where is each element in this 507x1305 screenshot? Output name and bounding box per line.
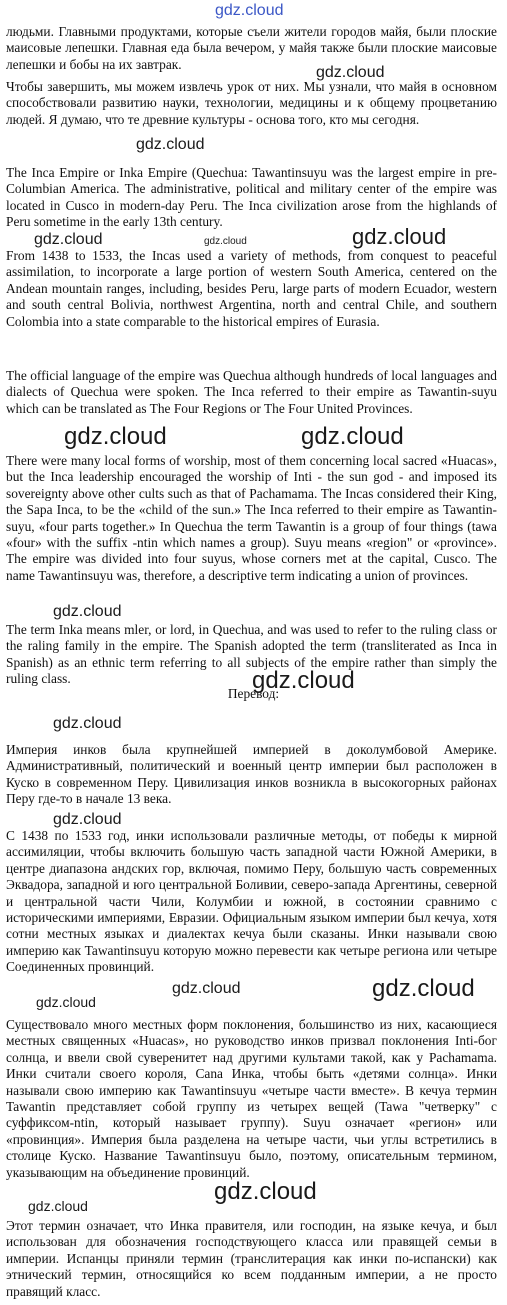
watermark: gdz.cloud — [136, 136, 205, 153]
watermark: gdz.cloud — [204, 236, 247, 247]
watermark: gdz.cloud — [252, 667, 355, 694]
watermark: gdz.cloud — [53, 715, 122, 732]
watermark: gdz.cloud — [372, 975, 475, 1002]
paragraph-translation-expansion: С 1438 по 1533 год, инки использовали различные методы, от победы к мирной ассимиляции, чтобы включить большую часть западной части Южной Америки, в центре диапазона андских гор, включая, помимо Перу, большую часть современных Эквадора, западной и юго центральной Боливии, северо-запада Аргентины, северной и центральной части Чили, Колумбии и южной, в состоянии сравнимо с историческими империями, Евразии. Официальным языком империи был кечуа, хотя сотни местных языках и диалектах кечуа были сказаны. Инки называли свою империю как Tawantinsuyu которую можно перевести как четыре региона или четыре Соединенных провинций. — [6, 828, 497, 975]
paragraph-inca-language: The official language of the empire was Quechua although hundreds of local languages and dialects of Quechua were spoken. The Inca referred to their empire as Tawantin-suyu which can be translated as The Four Regions or The Four United Provinces. — [6, 368, 497, 416]
watermark: gdz.cloud — [53, 811, 122, 828]
watermark: gdz.cloud — [53, 603, 122, 620]
watermark: gdz.cloud — [28, 1198, 88, 1214]
watermark: gdz.cloud — [214, 1178, 317, 1205]
translation-heading: Перевод: — [227, 686, 280, 701]
watermark: gdz.cloud — [316, 64, 385, 81]
watermark: gdz.cloud — [64, 423, 167, 450]
paragraph-inca-empire: The Inca Empire or Inka Empire (Quechua: Tawantinsuyu was the largest empire in pre-Columbian America. The administrative, political and military center of the empire was located in Cusco in modern-day Peru. The Inca civilization arose from the highlands of Peru sometime in the early 13th century. — [6, 165, 497, 230]
watermark-top: gdz.cloud — [215, 2, 284, 19]
paragraph-maya-food: людьми. Главными продуктами, которые съели жители городов майя, были плоские маисовые лепешки. Главная еда была вечером, у майя также были плоские маисовые лепешки и бобы на их завтрак. — [6, 24, 497, 72]
paragraph-translation-empire: Империя инков была крупнейшей империей в доколумбовой Америке. Административный, политический и военный центр империи был расположен в Куско в современном Перу. Цивилизация инков возникла в высокогорных районах Перу где-то в начале 13 века. — [6, 742, 497, 807]
watermark: gdz.cloud — [34, 231, 103, 248]
paragraph-inca-expansion: From 1438 to 1533, the Incas used a variety of methods, from conquest to peaceful assimilation, to incorporate a large portion of western South America, centered on the Andean mountain ranges, including, besides Peru, large parts of modern Ecuador, western and south central Bolivia, northwest Argentina, north and central Chile, and southern Colombia into a state comparable to the historical empires of Eurasia. — [6, 248, 497, 329]
watermark: gdz.cloud — [36, 994, 96, 1010]
watermark: gdz.cloud — [172, 980, 241, 997]
watermark: gdz.cloud — [301, 423, 404, 450]
paragraph-inca-term: The term Inka means mler, or lord, in Quechua, and was used to refer to the ruling class or the raling family in the empire. The Spanish adopted the term (transliterated as Inca in Spanish) as an ethnic term referring to all subjects of the empire rather than simply the ruling class. — [6, 622, 497, 687]
paragraph-maya-conclusion: Чтобы завершить, мы можем извлечь урок от них. Мы узнали, что майя в основном способствовали развитию науки, технологии, медицины и к общему процветанию людей. Я думаю, что те древние культуры - основа того, кто мы сегодня. — [6, 79, 497, 127]
paragraph-inca-worship: There were many local forms of worship, most of them concerning local sacred «Huacas», but the Inca leadership encouraged the worship of Inti - the sun god - and imposed its sovereignty above other cults such as that of Pachamama. The Incas considered their King, the Sapa Inca, to be the «child of the sun.» The Inca referred to their empire as Tawantin-suyu, «four parts together.» In Quechua the term Tawantin is a group of four things (tawa «four» with the suffix -ntin which names a group). Suyu means «region" or «province». The empire was divided into four suyus, whose corners met at the capital, Cusco. The name Tawantinsuyu was, therefore, a descriptive term indicating a union of provinces. — [6, 453, 497, 583]
paragraph-translation-worship: Существовало много местных форм поклонения, большинство из них, касающиеся местных священных «Huacas», но руководство инков призвал поклонения Inti-бог солнца, и ввели свой суверенитет над другими культами такой, как у Pachamama. Инки считали своего короля, Cana Инка, чтобы быть «детями солнца». Инки называли свою империю как Tawantinsuyu «четыре части вместе». В кечуа термин Tawantin представляет собой группу из четырех вещей (Tawa "четверку" с суффиксом-ntin, который называет группу). Suyu означает «регион» или «провинция». Империя была разделена на четыре части, чьи углы встретились в столице Куско. Название Tawantinsuyu было, поэтому, описательным термином, указывающим на объединение провинций. — [6, 1017, 497, 1180]
paragraph-translation-term: Этот термин означает, что Инка правителя, или господин, на языке кечуа, и был использован для обозначения господствующего класса или правящей семьи в империи. Испанцы приняли термин (транслитерация как инки по-испански) как этнический термин, относящийся ко всем подданным империи, а не просто правящий класс. — [6, 1218, 497, 1299]
watermark: gdz.cloud — [352, 224, 447, 249]
